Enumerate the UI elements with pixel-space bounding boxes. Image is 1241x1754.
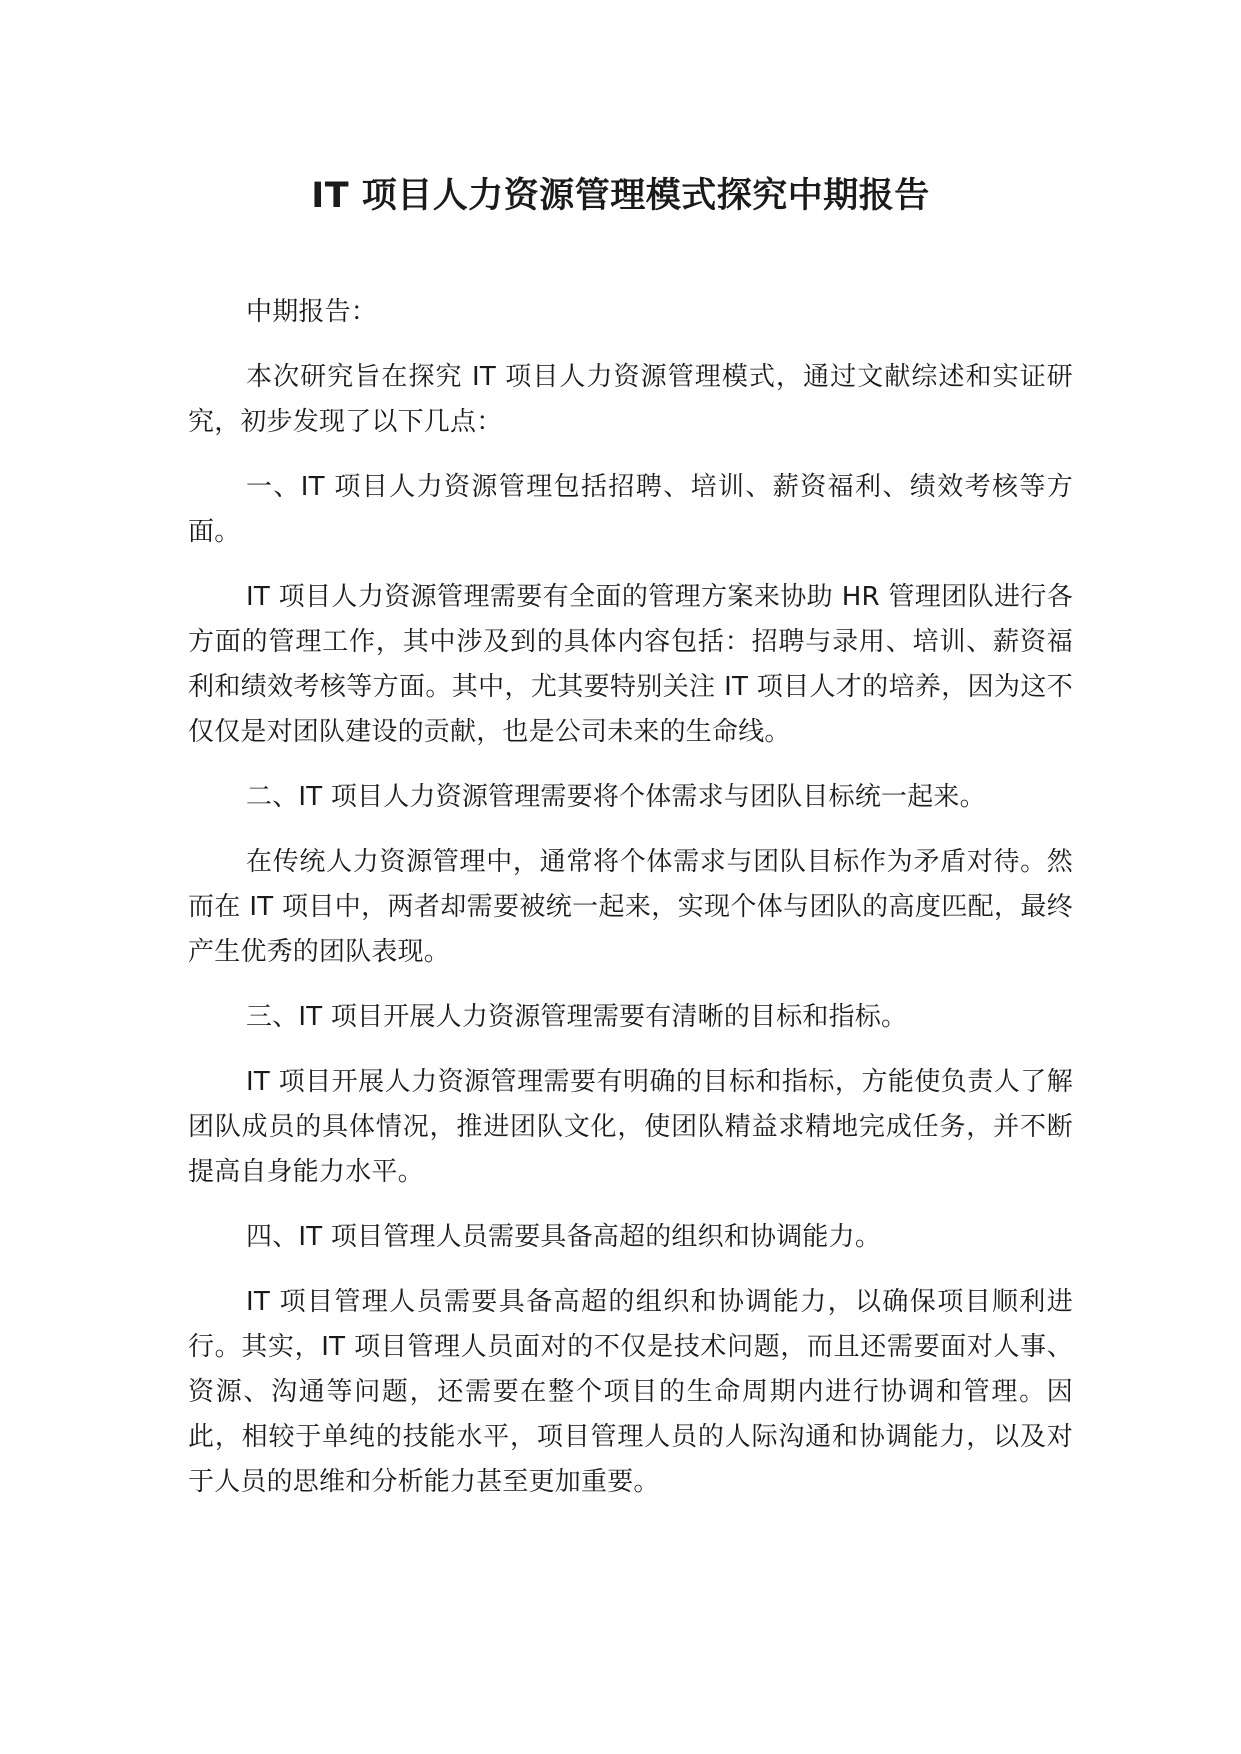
paragraph-point-1: 一、IT 项目人力资源管理包括招聘、培训、薪资福利、绩效考核等方面。	[188, 472, 1073, 547]
paragraph-intro: 本次研究旨在探究 IT 项目人力资源管理模式，通过文献综述和实证研究，初步发现了以下几点：	[188, 362, 1073, 437]
paragraph-point-4: 四、IT 项目管理人员需要具备高超的组织和协调能力。	[246, 1222, 882, 1252]
paragraph-point-2: 二、IT 项目人力资源管理需要将个体需求与团队目标统一起来。	[246, 782, 986, 812]
paragraph-point-1-detail: IT 项目人力资源管理需要有全面的管理方案来协助 HR 管理团队进行各方面的管理工作，其中涉及到的具体内容包括：招聘与录用、培训、薪资福利和绩效考核等方面。其中，尤其要特别关注 IT 项目人才的培养，因为这不仅仅是对团队建设的贡献，也是公司未来的生命线。	[188, 582, 1073, 747]
paragraph-point-4-detail: IT 项目管理人员需要具备高超的组织和协调能力，以确保项目顺利进行。其实，IT 项目管理人员面对的不仅是技术问题，而且还需要面对人事、资源、沟通等问题，还需要在整个项目的生命周期内进行协调和管理。因此，相较于单纯的技能水平，项目管理人员的人际沟通和协调能力，以及对于人员的思维和分析能力甚至更加重要。	[188, 1287, 1073, 1497]
paragraph-point-3-detail: IT 项目开展人力资源管理需要有明确的目标和指标，方能使负责人了解团队成员的具体情况，推进团队文化，使团队精益求精地完成任务，并不断提高自身能力水平。	[188, 1067, 1073, 1187]
document-body	[188, 290, 1073, 1525]
paragraph-point-2-detail: 在传统人力资源管理中，通常将个体需求与团队目标作为矛盾对待。然而在 IT 项目中，两者却需要被统一起来，实现个体与团队的高度匹配，最终产生优秀的团队表现。	[188, 847, 1073, 967]
document-title: IT 项目人力资源管理模式探究中期报告	[311, 176, 930, 216]
paragraph-point-3: 三、IT 项目开展人力资源管理需要有清晰的目标和指标。	[246, 1002, 908, 1032]
paragraph-heading-label: 中期报告：	[246, 297, 378, 327]
